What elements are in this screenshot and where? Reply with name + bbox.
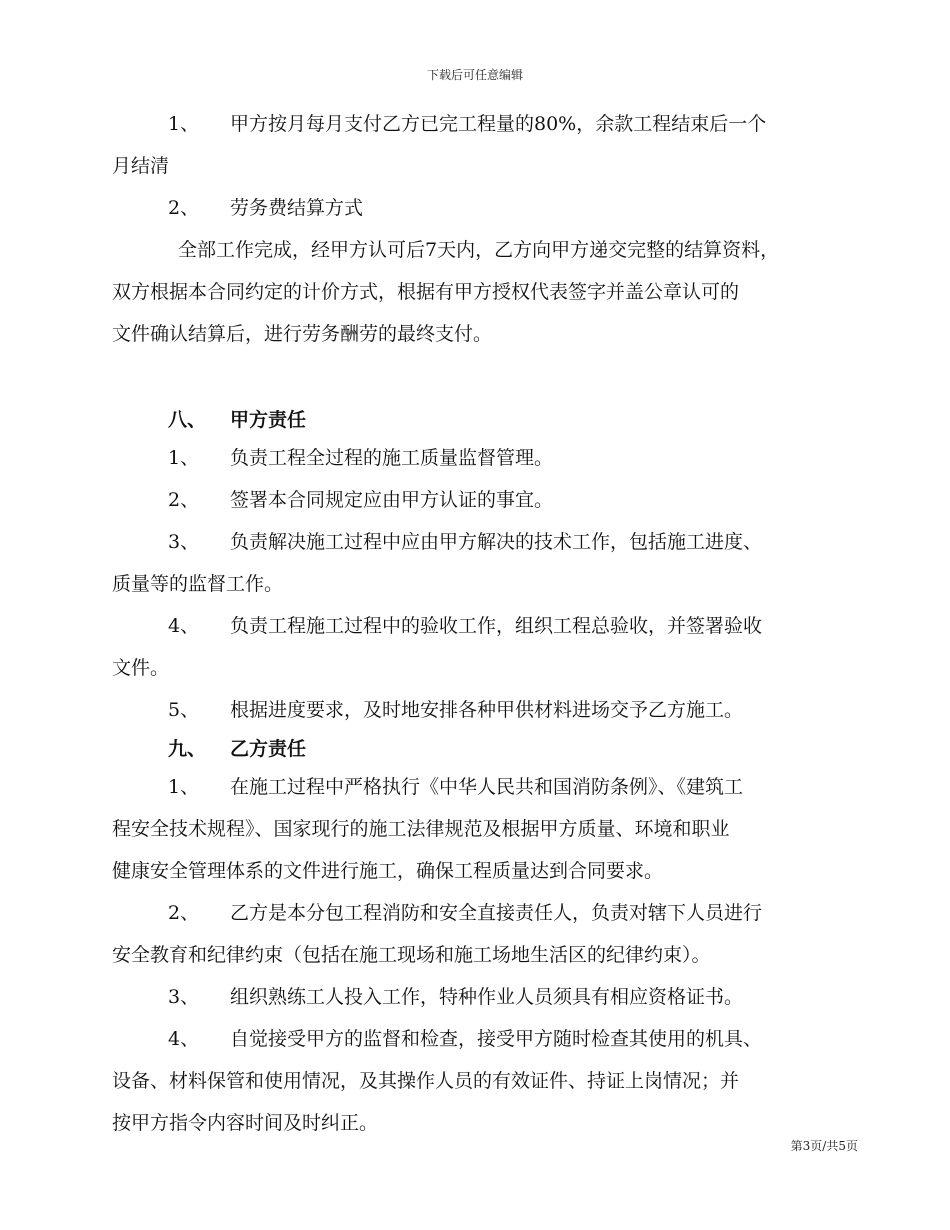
- item-text: 签署本合同规定应由甲方认证的事宜。: [230, 489, 554, 511]
- list-item: [112, 484, 842, 517]
- item-text: 劳务费结算方式: [230, 197, 364, 219]
- item-number: 3、: [168, 531, 200, 553]
- item-text: 负责工程全过程的施工质量监督管理。: [230, 447, 554, 469]
- list-item: [112, 1023, 842, 1056]
- section-title: 乙方责任: [230, 738, 307, 760]
- item-number: 1、: [168, 447, 200, 469]
- paragraph-line: 全部工作完成，经甲方认可后7天内，乙方向甲方递交完整的结算资料，: [178, 239, 780, 261]
- list-item: [112, 694, 842, 727]
- item-text-continued: 按甲方指令内容时间及时纠正。: [112, 1112, 379, 1134]
- section-number: 八、: [168, 409, 207, 431]
- list-item: [112, 192, 842, 225]
- list-item: [112, 442, 842, 475]
- item-text-continued: 安全教育和纪律约束（包括在施工现场和施工场地生活区的纪律约束）。: [112, 944, 711, 966]
- item-text: 自觉接受甲方的监督和检查，接受甲方随时检查其使用的机具、: [230, 1028, 763, 1050]
- section-heading: [112, 404, 842, 437]
- list-item: [112, 981, 842, 1014]
- page-number: 第3页/共5页: [790, 1139, 858, 1153]
- item-text: 组织熟练工人投入工作，特种作业人员须具有相应资格证书。: [230, 986, 744, 1008]
- item-text: 负责工程施工过程中的验收工作，组织工程总验收，并签署验收: [230, 615, 763, 637]
- list-item: [112, 108, 842, 141]
- list-item: [112, 526, 842, 559]
- item-text-continued: 健康安全管理体系的文件进行施工，确保工程质量达到合同要求。: [112, 860, 664, 882]
- paragraph-line: 双方根据本合同约定的计价方式，根据有甲方授权代表签字并盖公章认可的: [112, 281, 740, 303]
- item-text: 负责解决施工过程中应由甲方解决的技术工作，包括施工进度、: [230, 531, 763, 553]
- paragraph-line: 文件确认结算后，进行劳务酬劳的最终支付。: [112, 323, 493, 345]
- item-text-continued: 月结清: [112, 155, 170, 177]
- item-number: 2、: [168, 197, 200, 219]
- item-text: 甲方按月每月支付乙方已完工程量的80%，余款工程结束后一个: [230, 113, 767, 135]
- item-number: 4、: [168, 615, 200, 637]
- item-text: 根据进度要求，及时地安排各种甲供材料进场交予乙方施工。: [230, 699, 744, 721]
- section-heading: [112, 733, 842, 766]
- list-item: [112, 897, 842, 930]
- item-text: 在施工过程中严格执行《中华人民共和国消防条例》、《建筑工: [230, 776, 744, 798]
- item-text-continued: 质量等的监督工作。: [112, 573, 284, 595]
- item-number: 1、: [168, 776, 200, 798]
- item-number: 1、: [168, 113, 200, 135]
- section-title: 甲方责任: [230, 409, 307, 431]
- item-number: 2、: [168, 489, 200, 511]
- document-body: [112, 108, 842, 1140]
- item-text-continued: 设备、材料保管和使用情况，及其操作人员的有效证件、持证上岗情况；并: [112, 1070, 740, 1092]
- item-number: 3、: [168, 986, 200, 1008]
- list-item: [112, 610, 842, 643]
- item-text: 乙方是本分包工程消防和安全直接责任人，负责对辖下人员进行: [230, 902, 763, 924]
- item-text-continued: 文件。: [112, 657, 170, 679]
- item-text-continued: 程安全技术规程》、国家现行的施工法律规范及根据甲方质量、环境和职业: [112, 818, 730, 840]
- section-number: 九、: [168, 738, 207, 760]
- list-item: [112, 771, 842, 804]
- page-header: 下载后可任意编辑: [426, 68, 523, 82]
- item-number: 5、: [168, 699, 200, 721]
- item-number: 4、: [168, 1028, 200, 1050]
- item-number: 2、: [168, 902, 200, 924]
